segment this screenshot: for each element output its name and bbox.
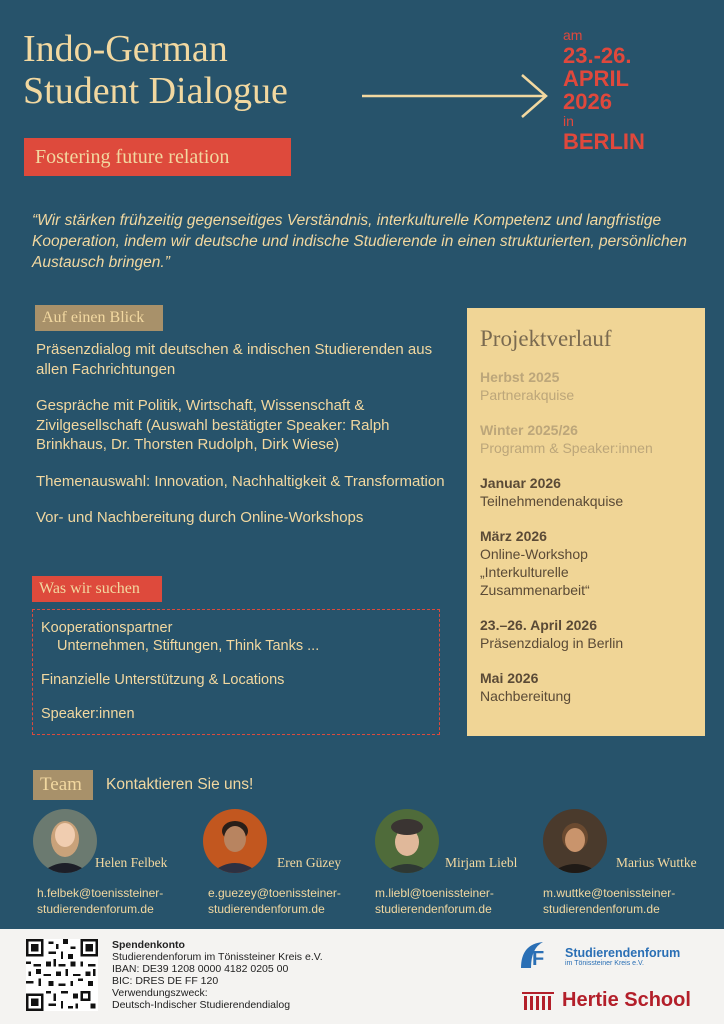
mission-quote: “Wir stärken frühzeitig gegenseitiges Verständnis, interkulturelle Kompetenz und langfristige Kooperation, indem wir deutsche und indische Studierende in einen strukturierten, persönlichen Austausch bringen.”	[32, 212, 687, 271]
phase-desc: Partnerakquise	[480, 387, 575, 403]
member-email[interactable]	[375, 885, 494, 917]
phase-item	[480, 527, 692, 599]
qr-code-icon[interactable]	[26, 939, 98, 1011]
studierendenforum-logo	[565, 946, 680, 967]
member-name: Mirjam Liebl	[445, 855, 518, 870]
bank-title: Spendenkonto	[112, 939, 185, 951]
phase-item	[480, 474, 692, 510]
date-year: 2026	[563, 89, 612, 114]
member-email[interactable]	[543, 885, 675, 917]
avatar	[375, 809, 439, 873]
footer	[0, 929, 724, 1024]
member-email-line: studierendenforum.de	[208, 902, 325, 916]
phase-time: 23.–26. April 2026	[480, 617, 598, 633]
phase-desc: Programm & Speaker:innen	[480, 440, 653, 456]
avatar	[203, 809, 267, 873]
member-email[interactable]	[37, 885, 163, 917]
date-city: BERLIN	[563, 129, 645, 154]
phase-desc: Nachbereitung	[480, 688, 572, 704]
hertie-school-logo: Hertie School	[562, 989, 691, 1011]
suchen-item-kooperation-sub: Unternehmen, Stiftungen, Think Tanks ...	[57, 638, 320, 654]
suchen-box	[32, 609, 440, 735]
list-item: Vor- und Nachbereitung durch Online-Workshops	[36, 509, 364, 526]
date-range: 23.-26.	[563, 43, 632, 68]
phase-desc: Online-Workshop „Interkulturelle Zusammenarbeit“	[480, 546, 590, 598]
section-label-suchen: Was wir suchen	[32, 576, 162, 602]
phase-item	[480, 421, 692, 457]
section-label-team: Team	[33, 770, 93, 800]
blick-list	[36, 340, 456, 545]
member-email-line: studierendenforum.de	[543, 902, 660, 916]
list-item: Präsenzdialog mit deutschen & indischen Studierenden aus allen Fachrichtungen	[36, 341, 433, 378]
phase-desc: Teilnehmendenakquise	[480, 493, 624, 509]
avatar	[33, 809, 97, 873]
event-date	[563, 27, 645, 153]
member-email-line: h.felbek@toenissteiner-	[37, 886, 164, 900]
phase-time: Mai 2026	[480, 670, 539, 686]
member-name: Helen Felbek	[95, 855, 168, 870]
phase-item	[480, 368, 692, 404]
list-item: Themenauswahl: Innovation, Nachhaltigkeit & Transformation	[36, 472, 445, 490]
title-line-1: Indo-German	[23, 28, 228, 70]
phase-time: Herbst 2025	[480, 369, 560, 385]
member-email[interactable]	[208, 885, 341, 917]
bank-purpose-label: Verwendungszweck:	[112, 987, 208, 999]
bank-name: Studierendenforum im Tönissteiner Kreis e.V.	[112, 951, 323, 963]
phase-item	[480, 616, 692, 652]
list-item	[41, 619, 431, 655]
suchen-item-speaker: Speaker:innen	[41, 706, 135, 722]
suchen-item-kooperation: Kooperationspartner	[41, 620, 173, 636]
phase-time: März 2026	[480, 528, 547, 544]
date-month: APRIL	[563, 66, 629, 91]
member-email-line: e.guezey@toenissteiner-	[208, 886, 341, 900]
sf-sub: im Tönissteiner Kreis e.V.	[565, 960, 644, 967]
projektverlauf-title: Projektverlauf	[480, 326, 612, 351]
member-email-line: studierendenforum.de	[37, 902, 154, 916]
arrow-right-icon	[360, 72, 552, 120]
section-label-blick: Auf einen Blick	[35, 305, 163, 331]
poster-title	[23, 28, 288, 112]
contact-heading: Kontaktieren Sie uns!	[106, 776, 254, 793]
phase-desc: Präsenzdialog in Berlin	[480, 635, 624, 651]
list-item: Gespräche mit Politik, Wirtschaft, Wissenschaft & Zivilgesellschaft (Auswahl bestätigter Speaker: Ralph Brinkhaus, Dr. Thorsten Rudolph, Dirk Wiese)	[36, 397, 390, 453]
member-email-line: studierendenforum.de	[375, 902, 492, 916]
bank-purpose: Deutsch-Indischer Studierendendialog	[112, 999, 291, 1011]
member-name: Eren Güzey	[277, 855, 342, 870]
phase-item	[480, 669, 692, 705]
svg-text:F: F	[532, 948, 545, 970]
phase-time: Winter 2025/26	[480, 422, 578, 438]
date-in: in	[563, 113, 574, 129]
studierendenforum-logo-icon	[517, 938, 561, 972]
bank-details	[112, 939, 323, 1011]
avatar	[543, 809, 607, 873]
date-am: am	[563, 27, 583, 43]
member-email-line: m.wuttke@toenissteiner-	[543, 886, 676, 900]
projektverlauf-panel	[467, 308, 705, 736]
sf-name: Studierendenforum	[565, 946, 681, 960]
bank-bic: BIC: DRES DE FF 120	[112, 975, 219, 987]
hertie-logo-icon	[522, 990, 554, 1012]
member-email-line: m.liebl@toenissteiner-	[375, 886, 494, 900]
suchen-item-finanzen: Finanzielle Unterstützung & Locations	[41, 672, 285, 688]
member-name: Marius Wuttke	[616, 855, 697, 870]
tagline: Fostering future relation	[24, 138, 291, 176]
bank-iban: IBAN: DE39 1208 0000 4182 0205 00	[112, 963, 289, 975]
phase-time: Januar 2026	[480, 475, 561, 491]
title-line-2: Student Dialogue	[23, 70, 288, 112]
